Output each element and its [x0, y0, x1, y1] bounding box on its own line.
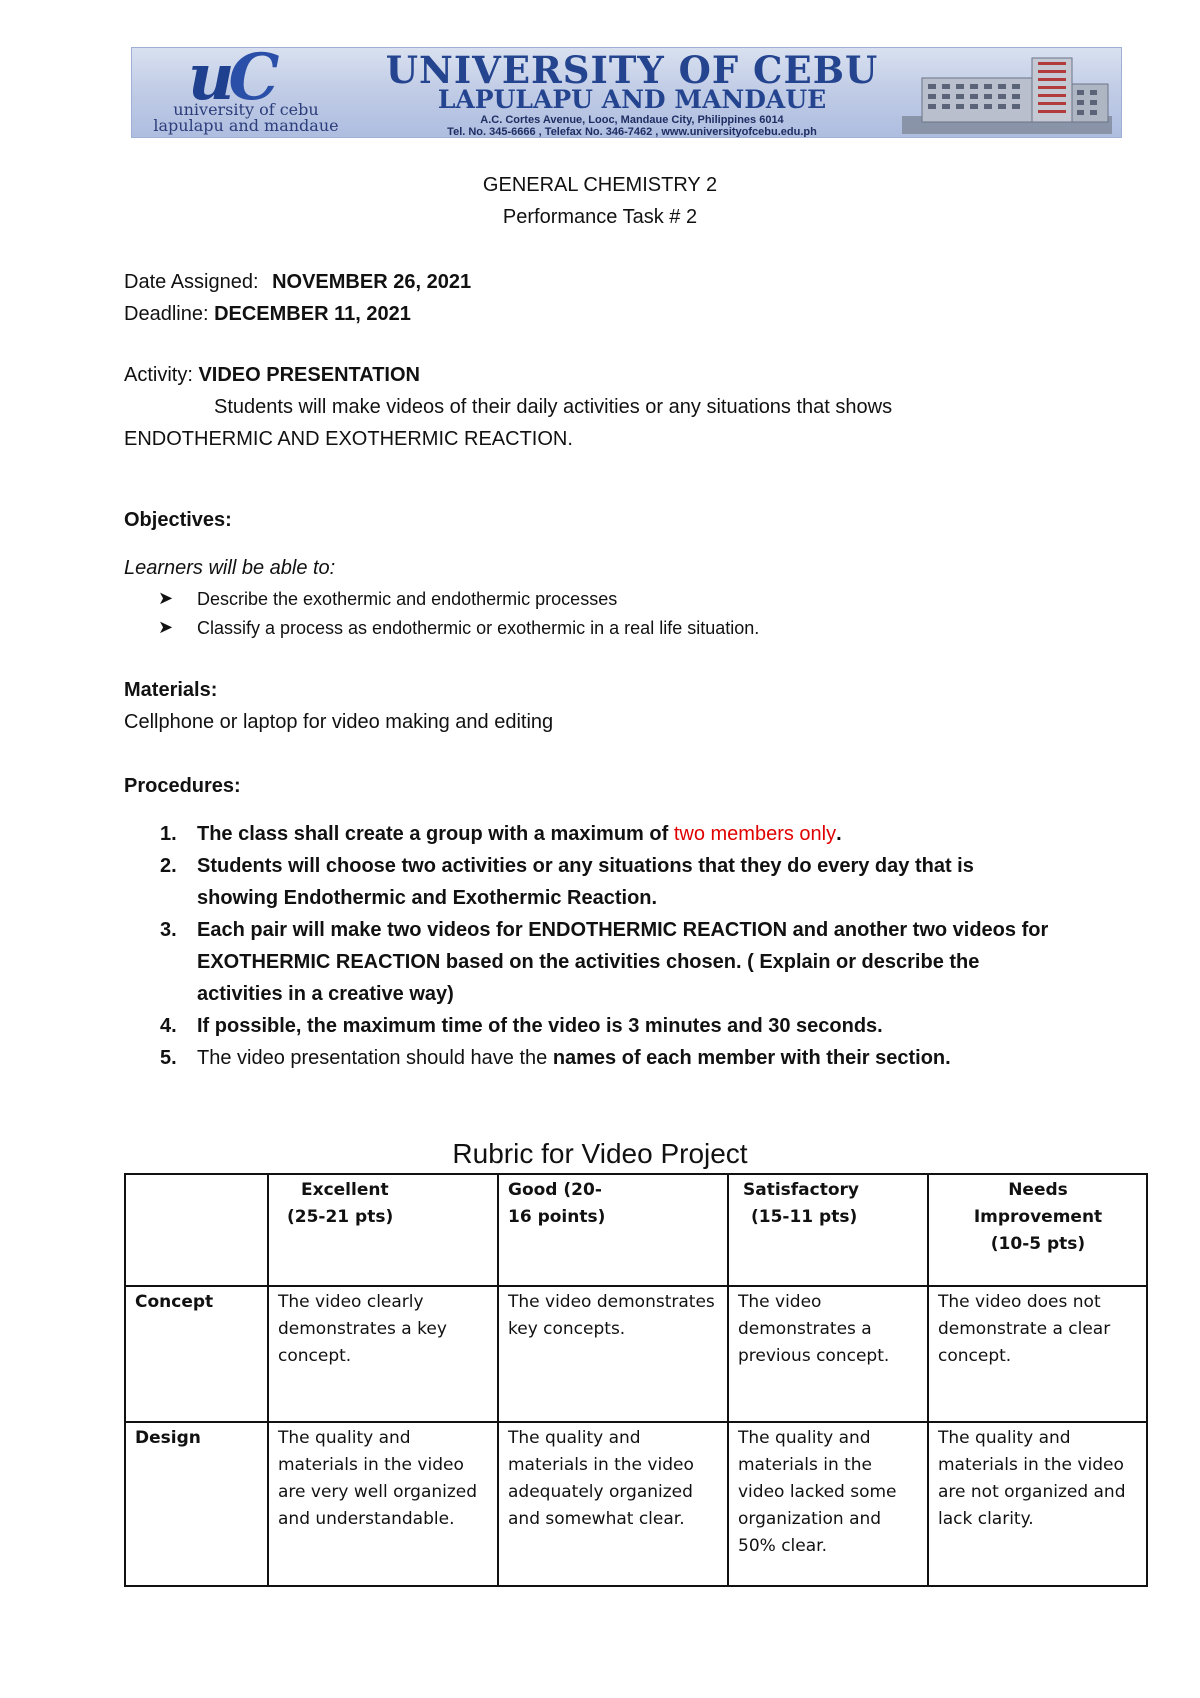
rubric-header-line: (25-21 pts) [287, 1207, 394, 1227]
activity-value: VIDEO PRESENTATION [198, 364, 420, 386]
rubric-row-label: Concept [125, 1286, 268, 1422]
university-address: A.C. Cortes Avenue, Looc, Mandaue City, Philippines 6014 [480, 114, 784, 126]
arrow-bullet-icon: ➤ [158, 617, 174, 637]
activity-description-line-1: Students will make videos of their daily activities or any situations that shows [214, 396, 893, 418]
procedure-number: 4. [160, 1015, 177, 1037]
arrow-bullet-icon: ➤ [158, 588, 174, 608]
rubric-header-line: Improvement [973, 1207, 1103, 1227]
rubric-header-line: Good (20- [508, 1180, 602, 1200]
procedure-text: The class shall create a group with a maximum of [197, 823, 674, 845]
rubric-cell: The quality and materials in the video adequately organized and somewhat clear. [498, 1422, 728, 1586]
activity-description-line-2: ENDOTHERMIC AND EXOTHERMIC REACTION. [124, 428, 573, 450]
objective-item: Classify a process as endothermic or exothermic in a real life situation. [197, 618, 760, 638]
procedure-item-4: If possible, the maximum time of the video is 3 minutes and 30 seconds. [197, 1015, 883, 1037]
deadline [124, 302, 411, 326]
materials-text: Cellphone or laptop for video making and editing [124, 711, 554, 733]
rubric-cell: The video clearly demonstrates a key concept. [268, 1286, 498, 1422]
rubric-title: Rubric for Video Project [452, 1138, 748, 1169]
rubric-header-satisfactory [728, 1174, 928, 1286]
objective-item: Describe the exothermic and endothermic processes [197, 589, 618, 609]
deadline-label: Deadline: [124, 303, 209, 325]
rubric-cell: The video demonstrates a previous concept. [728, 1286, 928, 1422]
logo-subtitle-1: university of cebu [173, 100, 319, 119]
university-contact: Tel. No. 345-6666 , Telefax No. 346-7462 , www.universityofcebu.edu.ph [447, 126, 817, 138]
procedure-text: The video presentation should have the [197, 1047, 553, 1069]
deadline-value: DECEMBER 11, 2021 [214, 303, 411, 325]
rubric-cell: The quality and materials in the video are very well organized and understandable. [268, 1422, 498, 1586]
procedure-highlight: two members only [673, 823, 837, 845]
university-title: UNIVERSITY OF CEBU [385, 48, 879, 92]
procedure-text: . [945, 1047, 951, 1069]
procedure-item-2-line-1: Students will choose two activities or any situations that they do every day that is [197, 855, 974, 877]
procedure-item-3-line-1: Each pair will make two videos for ENDOTHERMIC REACTION and another two videos for [197, 919, 1049, 941]
university-logo: uC [188, 47, 274, 115]
rubric-cell: The quality and materials in the video are not organized and lack clarity. [928, 1422, 1147, 1586]
procedure-text: . [836, 823, 842, 845]
rubric-cell: The video does not demonstrate a clear concept. [928, 1286, 1147, 1422]
rubric-header-line: 16 points) [508, 1207, 606, 1227]
procedure-number: 5. [160, 1047, 177, 1069]
rubric-header-needs-improvement [928, 1174, 1147, 1286]
rubric-header-excellent [268, 1174, 498, 1286]
activity [124, 363, 420, 387]
date-assigned [124, 270, 471, 294]
procedure-number: 1. [160, 823, 177, 845]
procedure-number: 3. [160, 919, 177, 941]
rubric-cell: The video demonstrates key concepts. [498, 1286, 728, 1422]
course-title: GENERAL CHEMISTRY 2 [482, 174, 718, 196]
procedure-bold-text: names of each member with their section [552, 1047, 946, 1069]
rubric-cell: The quality and materials in the video lacked some organization and 50% clear. [728, 1422, 928, 1586]
objectives-intro: Learners will be able to: [124, 557, 336, 579]
university-banner [131, 47, 1122, 138]
campus-building-image [902, 54, 1112, 134]
rubric-table [124, 1173, 1148, 1587]
procedure-item-3-line-3: activities in a creative way) [197, 983, 454, 1005]
procedure-item-2-line-2: showing Endothermic and Exothermic Reaction. [197, 887, 658, 909]
procedure-item-1 [197, 822, 842, 846]
activity-label: Activity: [124, 364, 193, 386]
date-assigned-label: Date Assigned: [124, 271, 259, 293]
materials-heading: Materials: [124, 679, 218, 701]
rubric-row-design [125, 1422, 1147, 1586]
rubric-header-row [125, 1174, 1147, 1286]
rubric-header-line: (10-5 pts) [990, 1234, 1086, 1254]
procedure-item-3-line-2: EXOTHERMIC REACTION based on the activities chosen. ( Explain or describe the [197, 951, 980, 973]
objectives-heading: Objectives: [124, 509, 232, 531]
rubric-header-line: Excellent [301, 1180, 389, 1200]
university-subtitle: LAPULAPU AND MANDAUE [437, 85, 827, 114]
rubric-header-cell [125, 1174, 268, 1286]
task-title: Performance Task # 2 [502, 206, 698, 228]
rubric-header-good [498, 1174, 728, 1286]
procedures-heading: Procedures: [124, 775, 241, 797]
rubric-header-line: Needs [1008, 1180, 1068, 1200]
procedure-item-5 [197, 1046, 951, 1070]
date-assigned-value: NOVEMBER 26, 2021 [272, 271, 472, 293]
logo-subtitle-2: lapulapu and mandaue [153, 116, 339, 135]
rubric-header-line: (15-11 pts) [751, 1207, 858, 1227]
rubric-row-label: Design [125, 1422, 268, 1586]
rubric-header-line: Satisfactory [743, 1180, 860, 1200]
rubric-row-concept [125, 1286, 1147, 1422]
procedure-number: 2. [160, 855, 177, 877]
